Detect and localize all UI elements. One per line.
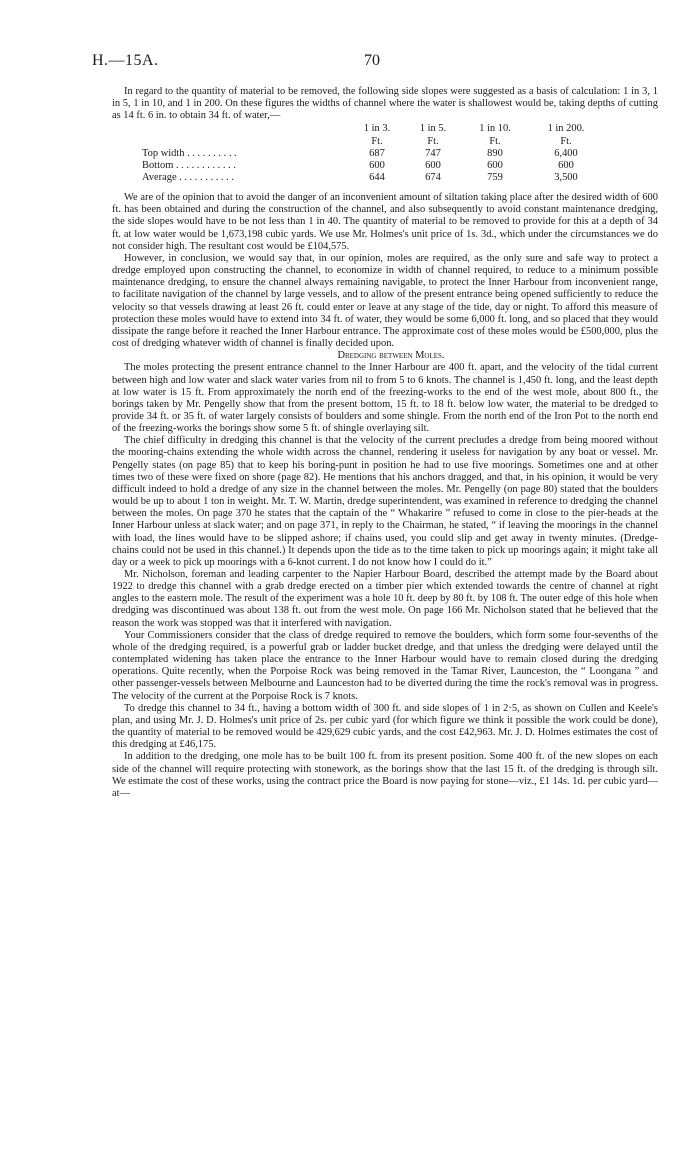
paragraph: The chief difficulty in dredging this channel is that the velocity of the current precludes a dredge from being moored without the mooring-chains extending the whole width across the channel, rendering it useless for navigation by any boat or vessel. Mr. Pengelly states (on page 85) that to keep his boring-punt in position he had to use five moorings. Sometimes one and at other times two of these were fixed on shore (page 82). He mentions that his anchors dragged, and that, in his opinion, it would be very difficult indeed to hold a dredge of any size in the channel between the moles. Mr. Pengelly (on page 80) stated that the boulders would be up to about 1 ton in weight. Mr. T. W. Martin, dredge superintendent, was examined in reference to dredging the channel between the moles. On page 370 he states that the captain of the “ Whakarire ” refused to come in close to the pier-heads at the Inner Harbour unless at slack water; and on page 371, in reply to the Chairman, he stated, “ if leaving the moorings in the channel with load, the lines would have to be slipped ashore; if chains used, you could slip and get away in twenty minutes. (Dredge-chains could not be used in this channel.) It depends upon the tide as to the time taken to pick up moorings again; it might take all day or a week to pick up moorings with a 6-knot current. I do not know how I could do it.” — [112, 435, 658, 568]
section-heading: Dredging between Moles. — [337, 350, 445, 362]
table-cell: 674 — [425, 172, 441, 184]
table-row — [112, 172, 658, 184]
table-cell: 6,400 — [554, 147, 578, 159]
unit-label: Ft. — [489, 135, 501, 147]
row-label: Top width . . . . . . . . . . — [142, 147, 237, 159]
table-cell: 600 — [369, 159, 385, 171]
unit-label: Ft. — [427, 135, 439, 147]
table-cell: 644 — [369, 172, 385, 184]
document-body — [112, 86, 658, 800]
table-row — [112, 148, 658, 160]
table-cell: 747 — [425, 147, 441, 159]
table-cell: 687 — [369, 147, 385, 159]
paragraph: To dredge this channel to 34 ft., having a bottom width of 300 ft. and side slopes of 1 in 2·5, as shown on Cullen and Keele's plan, and using Mr. J. D. Holmes's unit price of 2s. per cubic yard (for which figure we think it possible the work could be done), the quantity of material to be removed would be 429,629 cubic yards, and the cost £42,963. Mr. J. D. Holmes estimates the cost of this dredging at £46,175. — [112, 702, 658, 751]
slope-table — [112, 123, 658, 184]
paragraph: We are of the opinion that to avoid the danger of an inconvenient amount of siltation taking place after the desired width of 600 ft. has been obtained and during the construction of the channel, and also subsequently to avoid constant maintenance dredging, the side slopes would have to be not less than 1 in 40. The quantity of material to be removed to provide for this at a depth of 34 ft. at low water would be 1,673,198 cubic yards. We use Mr. Holmes's unit price of 1s. 3d., which under the circumstances we do not consider high. The resultant cost would be £104,575. — [112, 192, 658, 252]
table-cell: 600 — [425, 159, 441, 171]
table-units-row — [112, 136, 658, 148]
table-cell: 759 — [487, 172, 503, 184]
paragraph: The moles protecting the present entrance channel to the Inner Harbour are 400 ft. apart, and the velocity of the tidal current between high and low water and slack water varies from nil to from 5 to 6 knots. The channel is 1,450 ft. long, and the least depth at low water is 15 ft. From approximately the north end of the freezing-works to the end of the west mole, about 800 ft., the borings taken by Mr. Pengelly show that from the present bottom, 15 ft. to 18 ft. below low water, the material to be dredged to provide 34 ft. or 35 ft. of water largely consists of boulders and some shingle. From the north end of the Iron Pot to the north end of the freezing-works the borings show some 5 ft. of shingle overlaying silt. — [112, 362, 658, 435]
table-cell: 3,500 — [554, 172, 578, 184]
paragraph: Your Commissioners consider that the class of dredge required to remove the boulders, which form some four-sevenths of the whole of the dredging required, is a powerful grab or ladder bucket dredge, and that unless the dredging were delayed until the contemplated widening has taken place the entrance to the Inner Harbour would have to remain closed during the dredging operations. Quite recently, when the Porpoise Rock was being removed in the Tamar River, Launceston, the “ Loongana ” and other passenger-vessels between Melbourne and Launceston had to be diverted during the time the rock's removal was in progress. The velocity of the current at the Porpoise Rock is 7 knots. — [112, 629, 658, 702]
paragraph: In regard to the quantity of material to be removed, the following side slopes were suggested as a basis of calculation: 1 in 3, 1 in 5, 1 in 10, and 1 in 200. On these figures the widths of channel where the water is shallowest would be, taking depths of cutting as 14 ft. 6 in. to obtain 34 ft. of water,— — [112, 86, 658, 122]
column-header: 1 in 3. — [363, 123, 391, 135]
column-header: 1 in 200. — [547, 123, 585, 135]
paragraph: In addition to the dredging, one mole has to be built 100 ft. from its present position. Some 400 ft. of the new slopes on each side of the channel will require protecting with stonework, as the borings show that the last 15 ft. of the dredging is through silt. We estimate the cost of these works, using the contract price the Board is now paying for stone—viz., £1 14s. 1d. per cubic yard—at— — [112, 751, 658, 799]
column-header: 1 in 5. — [419, 123, 447, 135]
row-label: Bottom . . . . . . . . . . . . — [142, 159, 236, 171]
table-cell: 600 — [558, 159, 574, 171]
page-header — [92, 52, 612, 74]
document-reference: H.—15A. — [92, 52, 159, 69]
table-row — [112, 160, 658, 172]
page-number: 70 — [364, 52, 380, 69]
table-header-row — [112, 123, 658, 135]
unit-label: Ft. — [560, 135, 572, 147]
paragraph: Mr. Nicholson, foreman and leading carpenter to the Napier Harbour Board, described the attempt made by the Board about 1922 to dredge this channel with a grab dredge erected on a timber pier which extended towards the centre of channel at right angles to the eastern mole. The result of the experiment was a hole 10 ft. deep by 80 ft. by 108 ft. The outer edge of this hole when dredging was discontinued was about 138 ft. out from the west mole. On page 166 Mr. Nicholson stated that he believed that the reason the work was stopped was that it interfered with navigation. — [112, 569, 658, 629]
unit-label: Ft. — [371, 135, 383, 147]
paragraph: However, in conclusion, we would say that, in our opinion, moles are required, as the only sure and safe way to protect a dredge employed upon constructing the channel, to economize in width of channel required, to reduce to a minimum possible maintenance dredging, to ensure the channel always remaining navigable, to protect the Inner Harbour from inconvenient range, to facilitate navigation of the channel by large vessels, and to allow of the present entrance being opened sufficiently to reduce the velocity so that vessels drawing at least 26 ft. could enter or leave at any stage of the tide, day or night. To afford this measure of protection these moles would have to extend into 34 ft. of water, they would be some 6,000 ft. long, and so placed that they would dissipate the range before it reached the Inner Harbour entrance. The approximate cost of these moles would be £500,000, plus the cost of dredging whatever width of channel is finally decided upon. — [112, 252, 658, 350]
table-cell: 600 — [487, 159, 503, 171]
table-cell: 890 — [487, 147, 503, 159]
row-label: Average . . . . . . . . . . . — [142, 172, 234, 184]
column-header: 1 in 10. — [479, 123, 511, 135]
